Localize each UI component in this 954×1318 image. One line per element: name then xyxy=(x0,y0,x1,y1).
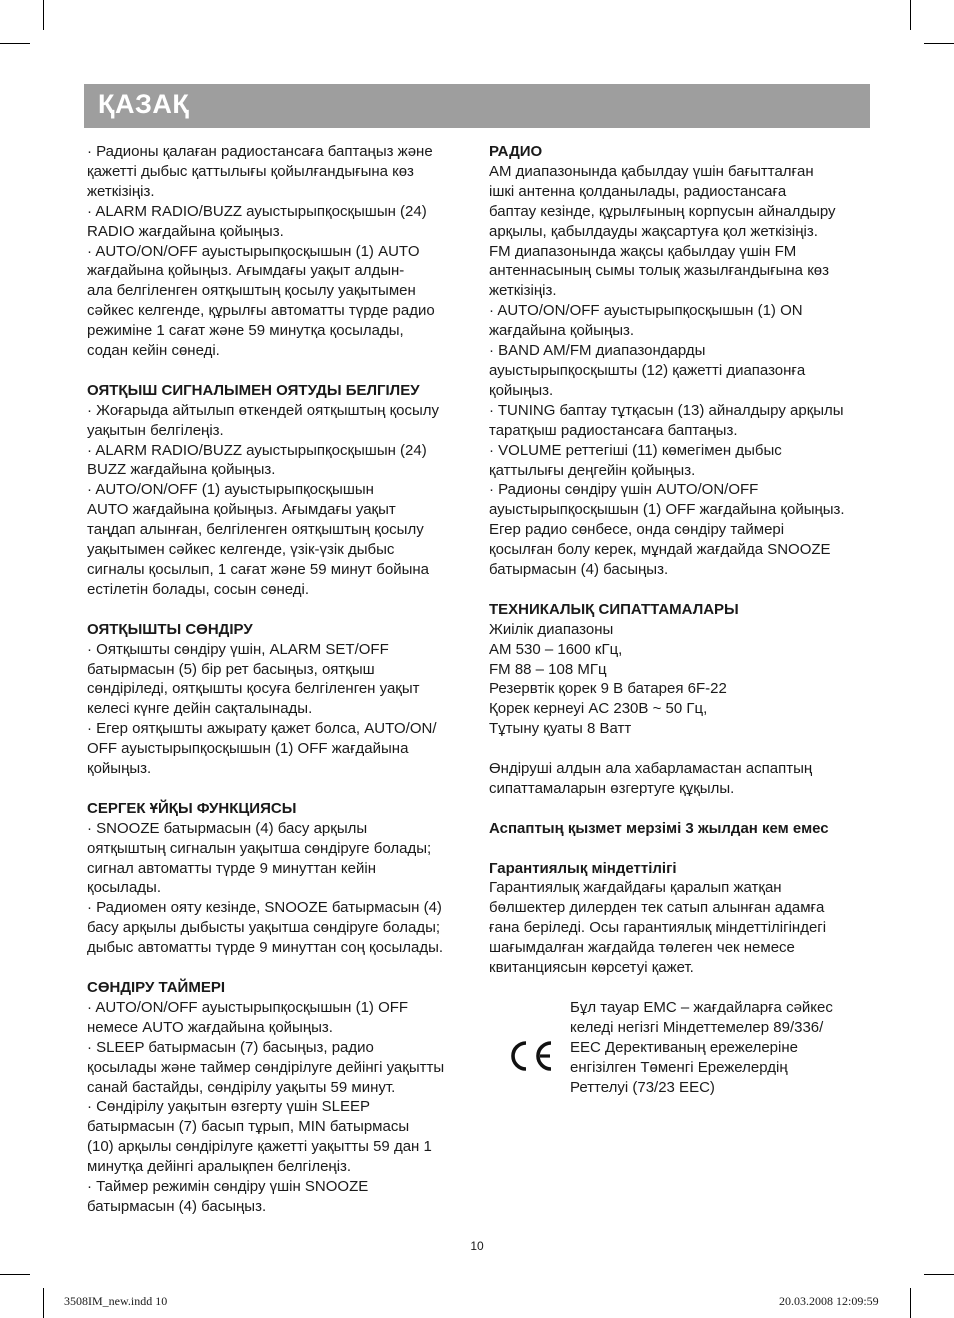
text-line: FM диапазонында жақсы қабылдау үшін FM xyxy=(489,242,797,260)
text-line: Гарантиялық жағдайдағы қаралып жатқан xyxy=(489,879,782,897)
text-line: FM 88 – 108 МГц xyxy=(489,660,607,678)
crop-mark xyxy=(0,43,30,44)
text-line: сөндіріледі, оятқышты қосуға белгіленген уақыт xyxy=(87,680,420,698)
text-line: AUTO жағдайына қойыңыз. Ағымдағы уақыт xyxy=(87,501,396,519)
text-line: таңдап алынған, белгіленген оятқыштың қосылу xyxy=(87,521,424,539)
compliance-line: келеді негізгі Міндеттемелер 89/336/ xyxy=(570,1018,824,1036)
section-heading: ОЯТҚЫШТЫ СӨНДІРУ xyxy=(87,620,253,638)
text-line: · Жоғарыда айтылып өткендей оятқыштың қосылу xyxy=(87,401,440,419)
text-line: жеткізіңіз. xyxy=(87,182,155,200)
text-line: батырмасын (7) басып тұрып, MIN батырмасы xyxy=(87,1118,410,1136)
compliance-line: Реттелуі (73/23 ЕЕС) xyxy=(570,1078,715,1096)
text-line: · TUNING баптау тұтқасын (13) айналдыру арқылы xyxy=(489,401,844,419)
crop-mark xyxy=(910,1288,911,1318)
crop-mark xyxy=(910,0,911,30)
section-heading: СЕРГЕК ҰЙҚЫ ФУНКЦИЯСЫ xyxy=(87,799,297,817)
text-line: · VOLUME реттегіші (11) көмегімен дыбыс xyxy=(489,441,782,459)
text-line: содан кейін сөнеді. xyxy=(87,342,220,360)
section-heading: ОЯТҚЫШ СИГНАЛЫМЕН ОЯТУДЫ БЕЛГІЛЕУ xyxy=(87,381,420,399)
text-line: ауыстырыпқосқышты (12) қажетті диапазонға xyxy=(489,361,806,379)
text-line: · BAND AM/FM диапазондарды xyxy=(489,342,706,360)
text-line: батырмасын (5) бір рет басыңыз, оятқыш xyxy=(87,660,375,678)
text-line: қаттылығы деңгейін қойыңыз. xyxy=(489,461,696,479)
text-line: · AUTO/ON/OFF ауыстырыпқосқышын (1) AUTO xyxy=(87,242,420,260)
text-line: шағымдалған жағдайда төлеген чек немесе xyxy=(489,939,795,957)
section xyxy=(87,620,469,779)
section-heading: Гарантиялық міндеттілігі xyxy=(489,859,677,877)
section-heading: РАДИО xyxy=(489,143,543,160)
ce-mark-icon xyxy=(505,1038,555,1074)
compliance-line: енгізілген Төменгі Ережелердің xyxy=(570,1058,788,1076)
text-line: бөлшектер дилерден тек сатып алынған адамға xyxy=(489,899,825,917)
text-line: · Егер оятқышты ажырату қажет болса, AUTO/ON/ xyxy=(87,720,437,738)
text-line: қажетті дыбыс қаттылығы қойылғандығына көз xyxy=(87,162,414,180)
text-line: · AUTO/ON/OFF ауыстырыпқосқышын (1) ON xyxy=(489,302,803,320)
text-line: сигнал автоматты түрде 9 минуттан кейін xyxy=(87,859,376,877)
text-line: дыбыс автоматты түрде 9 минуттан соң қосылады. xyxy=(87,939,444,957)
text-line: квитанциясын көрсетуі қажет. xyxy=(489,959,694,977)
text-line: арқылы, қабылдауды жақсартуға қол жеткізіңіз. xyxy=(489,222,818,240)
language-header-bar xyxy=(84,84,870,128)
text-line: оятқыштың сигналын уақытша сөндіруге болады; xyxy=(87,839,432,857)
text-line: санай бастайды, сөндірілу уақыты 59 минут. xyxy=(87,1078,396,1096)
section xyxy=(87,381,469,600)
section xyxy=(87,799,469,958)
text-line: · AUTO/ON/OFF (1) ауыстырыпқосқышын xyxy=(87,481,374,499)
print-slug-file: 3508IM_new.indd 10 xyxy=(64,1294,168,1308)
text-line: · Радионы сөндіру үшін AUTO/ON/OFF xyxy=(489,481,759,499)
text-line: қойыңыз. xyxy=(489,381,554,399)
section-heading: Аспаптың қызмет мерзімі 3 жылдан кем емес xyxy=(489,819,829,837)
crop-mark xyxy=(924,1274,954,1275)
text-line: антеннасының сымы толық жазылғандығына көз xyxy=(489,262,829,280)
section-heading: ТЕХНИКАЛЫҚ СИПАТТАМАЛАРЫ xyxy=(489,600,739,618)
text-line: · Радионы қалаған радиостансаға баптаңыз және xyxy=(87,143,433,160)
text-line: Тұтыну қуаты 8 Ватт xyxy=(489,720,632,738)
section xyxy=(489,759,873,799)
crop-mark xyxy=(924,43,954,44)
text-line: ғана беріледі. Осы гарантиялық міндеттілігіндегі xyxy=(489,919,827,937)
text-line: минутқа дейінгі аралықпен белгілеңіз. xyxy=(87,1158,352,1176)
text-line: Егер радио сөнбесе, онда сөндіру таймері xyxy=(489,521,785,539)
print-slug-date: 20.03.2008 12:09:59 xyxy=(779,1294,879,1308)
text-line: жағдайына қойыңыз. Ағымдағы уақыт алдын- xyxy=(87,262,405,280)
section xyxy=(489,819,873,839)
right-column xyxy=(489,142,873,1097)
crop-mark xyxy=(0,1274,30,1275)
crop-mark xyxy=(43,0,44,30)
text-line: ала белгіленген оятқыштың қосылу уақытымен xyxy=(87,282,416,300)
text-line: AM 530 – 1600 кГц, xyxy=(489,640,623,658)
section xyxy=(489,142,873,580)
text-line: келесі күнге дейін сақталынады. xyxy=(87,700,313,718)
text-line: RADIO жағдайына қойыңыз. xyxy=(87,222,284,240)
text-line: уақытын белгілеңіз. xyxy=(87,421,224,439)
text-line: немесе AUTO жағдайына қойыңыз. xyxy=(87,1018,333,1036)
text-line: Жиілік диапазоны xyxy=(489,620,614,638)
text-line: қосылады және таймер сөндірілуге дейінгі уақытты xyxy=(87,1058,445,1076)
text-line: батырмасын (4) басыңыз. xyxy=(489,561,669,579)
compliance-line: Бұл тауар ЕМС – жағдайларға сәйкес xyxy=(570,998,833,1016)
text-line: сигналы қосылып, 1 сағат және 59 минут бойына xyxy=(87,561,429,579)
text-line: AM диапазонында қабылдау үшін бағытталған xyxy=(489,162,814,180)
text-line: · Таймер режимін сөндіру үшін SNOOZE xyxy=(87,1178,369,1196)
text-line: · Сөндірілу уақытын өзгерту үшін SLEEP xyxy=(87,1098,371,1116)
text-line: · AUTO/ON/OFF ауыстырыпқосқышын (1) OFF xyxy=(87,998,409,1016)
text-line: қосылады. xyxy=(87,879,161,897)
section xyxy=(489,859,873,978)
page-title: ҚАЗАҚ xyxy=(98,89,190,119)
section-heading: СӨНДІРУ ТАЙМЕРІ xyxy=(87,979,225,996)
text-line: баптау кезінде, құрылғының корпусын айналдыру xyxy=(489,202,836,220)
text-line: · Оятқышты сөндіру үшін, ALARM SET/OFF xyxy=(87,640,389,658)
text-line: (10) арқылы сөндірілуге қажетті уақытты 59 дан 1 xyxy=(87,1138,432,1156)
compliance-block xyxy=(489,998,873,1098)
text-line: ауыстырыпқосқышын (1) OFF жағдайына қойыңыз. xyxy=(489,501,845,519)
text-line: Қорек кернеуі AC 230В ~ 50 Гц, xyxy=(489,700,708,718)
text-line: ішкі антенна қолданылады, радиостансаға xyxy=(489,182,787,200)
section xyxy=(87,142,469,361)
compliance-text xyxy=(570,998,873,1098)
text-line: басу арқылы дыбысты уақытша сөндіруге болады; xyxy=(87,919,441,937)
text-line: BUZZ жағдайына қойыңыз. xyxy=(87,461,276,479)
compliance-line: ЕЕС Дерективаның ережелеріне xyxy=(570,1038,798,1056)
text-line: уақытымен сәйкес келгенде, үзік-үзік дыбыс xyxy=(87,541,395,559)
text-line: Резервтік қорек 9 В батарея 6F-22 xyxy=(489,680,727,698)
left-column xyxy=(87,142,469,1217)
text-line: естілетін болады, сосын сөнеді. xyxy=(87,580,309,598)
section xyxy=(87,978,469,1217)
text-line: сипаттамаларын өзгертуге құқылы. xyxy=(489,779,735,797)
text-line: қосылған болу керек, мұндай жағдайда SNOOZE xyxy=(489,541,831,559)
text-line: Өндіруші алдын ала хабарламастан аспаптың xyxy=(489,760,813,778)
text-line: · ALARM RADIO/BUZZ ауыстырыпқосқышын (24) xyxy=(87,441,427,459)
text-line: · Радиомен ояту кезінде, SNOOZE батырмасын (4) xyxy=(87,899,442,917)
crop-mark xyxy=(43,1288,44,1318)
right-column-sections xyxy=(489,142,873,978)
text-line: OFF ауыстырыпқосқышын (1) OFF жағдайына xyxy=(87,740,409,758)
text-line: батырмасын (4) басыңыз. xyxy=(87,1197,267,1215)
section xyxy=(489,600,873,739)
text-line: жағдайына қойыңыз. xyxy=(489,322,635,340)
text-line: сәйкес келгенде, құрылғы автоматты түрде радио xyxy=(87,302,435,320)
text-line: қойыңыз. xyxy=(87,760,152,778)
text-line: режиміне 1 сағат және 59 минутқа қосылады, xyxy=(87,322,404,340)
text-line: таратқыш радиостансаға баптаңыз. xyxy=(489,421,738,439)
text-line: · ALARM RADIO/BUZZ ауыстырыпқосқышын (24) xyxy=(87,202,427,220)
text-line: · SLEEP батырмасын (7) басыңыз, радио xyxy=(87,1038,374,1056)
text-line: жеткізіңіз. xyxy=(489,282,557,300)
text-line: · SNOOZE батырмасын (4) басу арқылы xyxy=(87,819,368,837)
page-number: 10 xyxy=(470,1239,484,1253)
